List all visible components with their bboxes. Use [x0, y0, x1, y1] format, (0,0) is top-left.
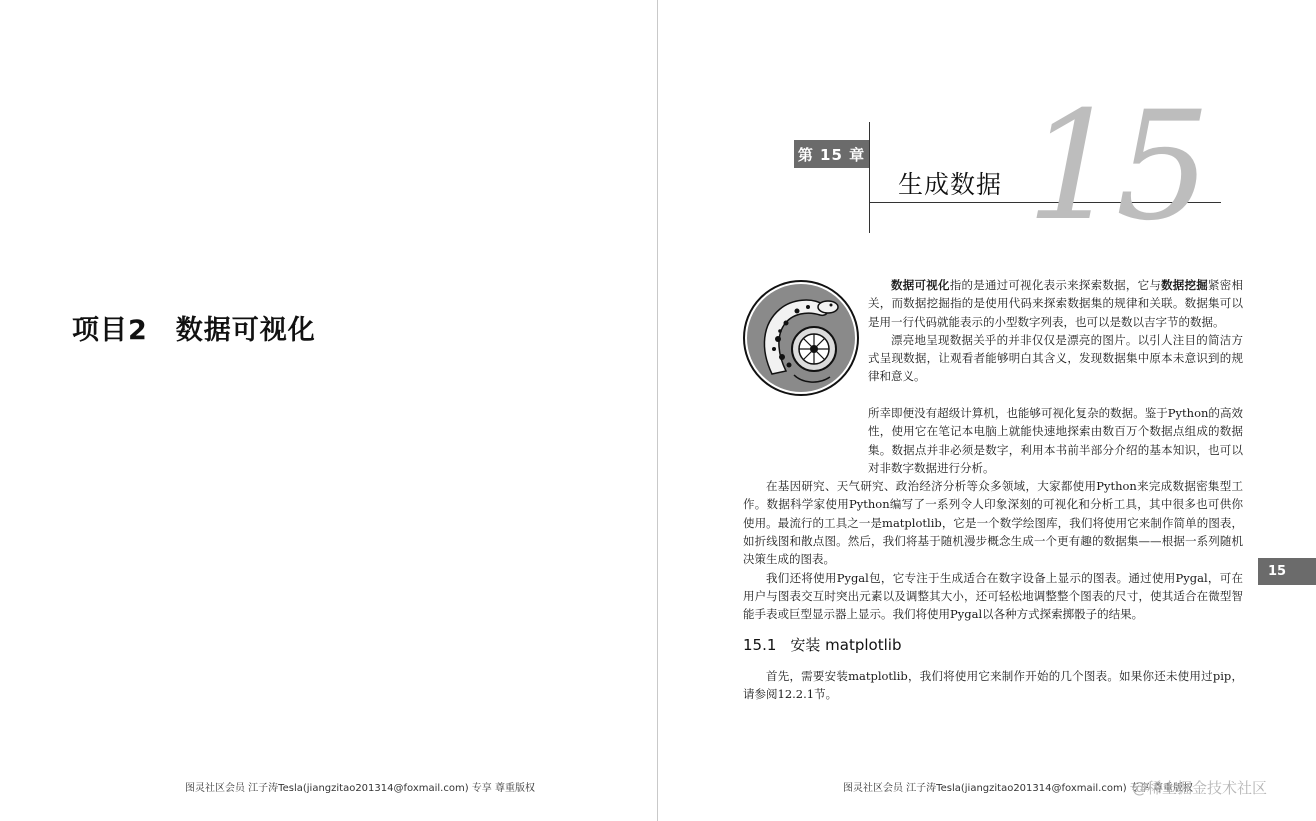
right-page-footer: 图灵社区会员 江子涛Tesla(jiangzitao201314@foxmail.com) 专享 尊重版权 [843, 783, 1193, 794]
chapter-vertical-rule [869, 122, 870, 233]
chapter-label: 第 15 章 [794, 140, 869, 168]
paragraph-2: 漂亮地呈现数据关乎的并非仅仅是漂亮的图片。以引人注目的简洁方式呈现数据，让观看者能够明白其含义，发现数据集中原本未意识到的规律和意义。 [868, 332, 1243, 384]
left-page-footer: 图灵社区会员 江子涛Tesla(jiangzitao201314@foxmail.com) 专享 尊重版权 [185, 783, 535, 794]
section-title: 安装 matplotlib [790, 636, 902, 654]
chapter-big-number: 15 [1026, 80, 1205, 254]
python-snake-jet-engine-icon [742, 279, 860, 397]
term-data-visualization: 数据可视化 [891, 278, 950, 292]
paragraph-4: 在基因研究、天气研究、政治经济分析等众多领域，大家都使用Python来完成数据密集型工作。数据科学家使用Python编写了一系列令人印象深刻的可视化和分析工具，其中很多也可供你使用。最流行的工具之一是matplotlib，它是一个数学绘图库，我们将使用它来制作简单的图表，如折线图和散点图。然后，我们将基于随机漫步概念生成一个更有趣的数据集——根据一系列随机决策生成的图表。 [743, 479, 1243, 567]
section-paragraph: 首先，需要安装matplotlib，我们将使用它来制作开始的几个图表。如果你还未使用过pip，请参阅12.2.1节。 [743, 669, 1243, 702]
paragraph-3: 所幸即便没有超级计算机，也能够可视化复杂的数据。鉴于Python的高效性，使用它在笔记本电脑上就能快速地探索由数百万个数据点组成的数据集。数据点并非必须是数字，利用本书前半部分介绍的基本知识，也可以对非数字数据进行分析。 [868, 406, 1243, 475]
chapter-title: 生成数据 [898, 170, 1003, 199]
watermark: @稀土掘金技术社区 [1132, 779, 1268, 797]
paragraph-1: 数据可视化指的是通过可视化表示来探索数据，它与数据挖掘紧密相关，而数据挖掘指的是使用代码来探索数据集的规律和关联。数据集可以是用一行代码就能表示的小型数字列表，也可以是数以吉字节的数据。 [868, 278, 1244, 329]
part-title: 项目2 数据可视化 [72, 315, 316, 346]
section-body [743, 667, 1243, 704]
section-heading [743, 634, 901, 655]
chapter-side-tab: 15 [1258, 558, 1316, 585]
intro-text-full [743, 404, 1243, 624]
paragraph-5: 我们还将使用Pygal包，它专注于生成适合在数字设备上显示的图表。通过使用Pygal，可在用户与图表交互时突出元素以及调整其大小，还可轻松地调整整个图表的尺寸，使其适合在微型智能手表或巨型显示器上显示。我们将使用Pygal以各种方式探索掷骰子的结果。 [743, 570, 1243, 622]
intro-text-wrapped [868, 276, 1243, 386]
section-number: 15.1 [743, 636, 777, 654]
left-page [0, 0, 657, 821]
term-data-mining: 数据挖掘 [1161, 278, 1209, 292]
